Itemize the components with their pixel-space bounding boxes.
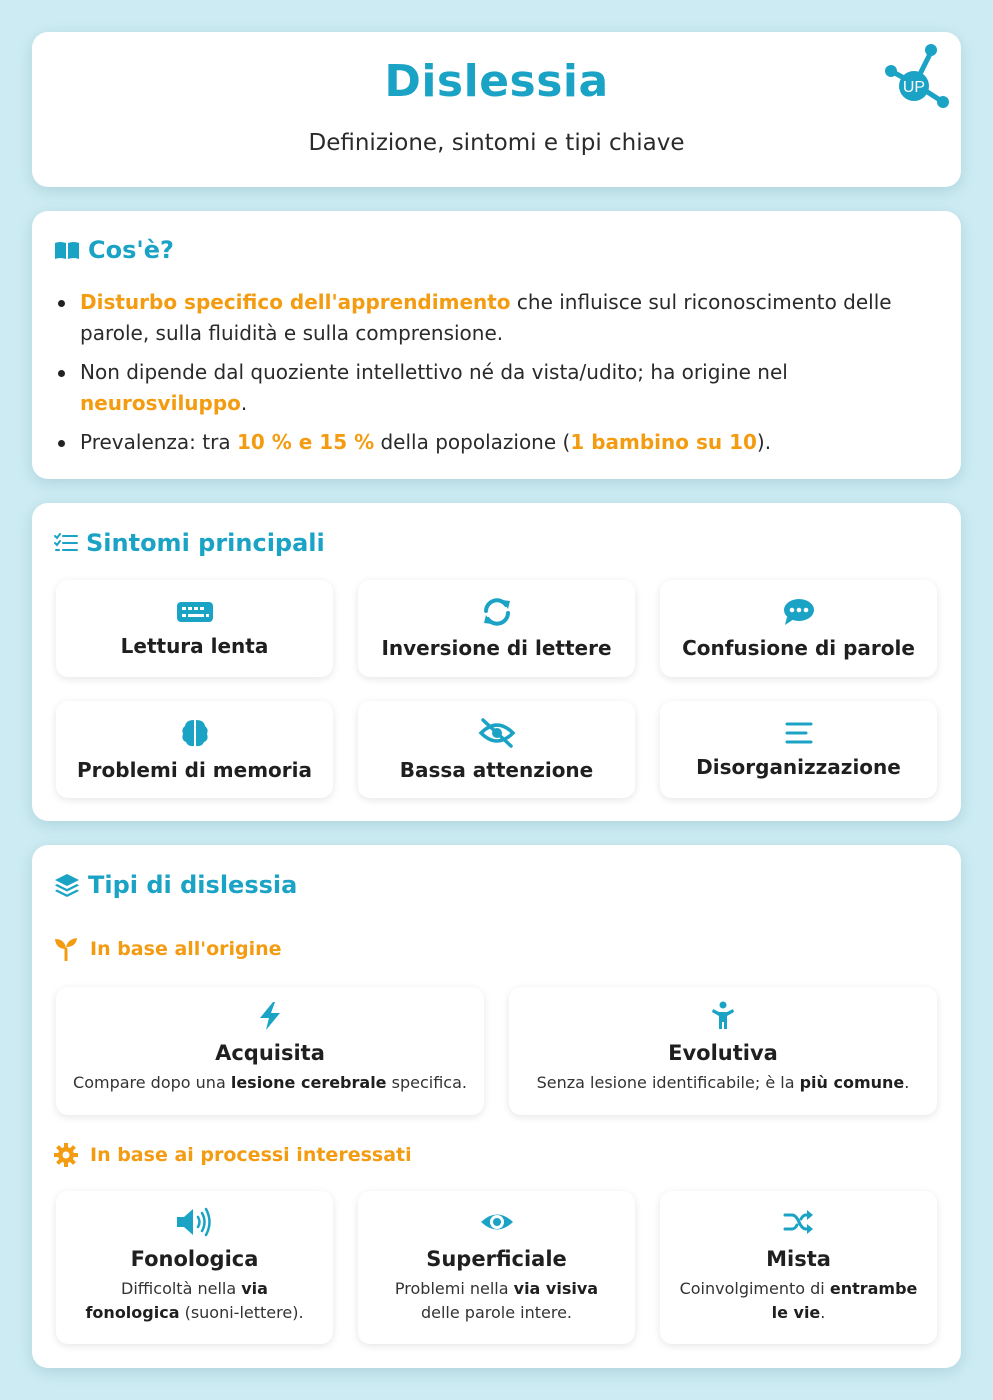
volume-icon	[175, 1207, 215, 1237]
origin-subheading	[54, 937, 282, 961]
symptom-card	[358, 701, 635, 798]
type-description: Problemi nella via visiva delle parole intere.	[394, 1279, 599, 1322]
comment-dots-icon	[783, 598, 815, 626]
type-card-acquisita	[56, 987, 484, 1115]
symptom-label: Confusione di parole	[682, 635, 915, 660]
symptom-card	[56, 580, 333, 677]
types-heading	[54, 871, 297, 899]
type-description: Difficoltà nella via fonologica (suoni-lettere).	[85, 1279, 304, 1322]
book-open-icon	[54, 240, 80, 260]
symptom-card	[358, 580, 635, 677]
eye-slash-icon	[478, 718, 516, 748]
type-card-superficiale	[358, 1191, 635, 1344]
keyboard-icon	[176, 600, 214, 624]
type-card-evolutiva	[509, 987, 937, 1115]
list-item: Prevalenza: tra 10 % e 15 % della popolazione (1 bambino su 10).	[80, 427, 901, 458]
origin-heading: In base all'origine	[90, 938, 282, 960]
list-item: Non dipende dal quoziente intellettivo né da vista/udito; ha origine nel neurosviluppo.	[80, 357, 901, 419]
symptoms-heading	[54, 529, 325, 557]
definition-list	[80, 287, 901, 466]
logo-text: UP	[902, 79, 926, 96]
symptom-card	[660, 580, 937, 677]
list-check-icon	[54, 533, 78, 553]
brain-icon	[180, 718, 210, 748]
type-name: Fonologica	[130, 1247, 259, 1271]
list-item: Disturbo specifico dell'apprendimento che influisce sul riconoscimento delle parole, sulla fluidità e sulla comprensione.	[80, 287, 901, 349]
symptoms-title: Sintomi principali	[86, 529, 325, 557]
type-description: Senza lesione identificabile; è la più comune.	[536, 1073, 910, 1092]
symptom-label: Problemi di memoria	[77, 757, 312, 782]
symptom-card	[56, 701, 333, 798]
process-subheading	[54, 1143, 412, 1167]
types-card	[32, 845, 961, 1368]
type-name: Superficiale	[426, 1247, 567, 1271]
bars-icon	[784, 721, 814, 745]
symptom-label: Disorganizzazione	[696, 754, 901, 779]
header-card	[32, 32, 961, 187]
type-description: Compare dopo una lesione cerebrale specifica.	[73, 1073, 467, 1092]
symptom-card	[660, 701, 937, 798]
gear-icon	[54, 1143, 78, 1167]
definition-title: Cos'è?	[88, 236, 174, 264]
shuffle-icon	[783, 1207, 815, 1237]
bolt-icon	[257, 1001, 283, 1031]
definition-heading	[54, 236, 174, 264]
eye-icon	[479, 1207, 515, 1237]
type-name: Acquisita	[215, 1041, 325, 1065]
type-description: Coinvolgimento di entrambe le vie.	[679, 1279, 918, 1322]
sync-icon	[482, 598, 512, 626]
symptoms-grid	[56, 580, 937, 798]
process-heading: In base ai processi interessati	[90, 1144, 412, 1166]
symptom-label: Bassa attenzione	[399, 757, 594, 782]
symptoms-card	[32, 503, 961, 821]
type-card-mista	[660, 1191, 937, 1344]
symptom-label: Lettura lenta	[120, 633, 269, 658]
child-icon	[710, 1001, 736, 1031]
page-title: Dislessia	[384, 56, 609, 107]
seedling-icon	[54, 937, 78, 961]
page-subtitle: Definizione, sintomi e tipi chiave	[308, 130, 685, 156]
type-name: Mista	[766, 1247, 831, 1271]
up-logo	[881, 40, 953, 112]
definition-card	[32, 211, 961, 479]
types-title: Tipi di dislessia	[88, 871, 298, 899]
type-name: Evolutiva	[668, 1041, 778, 1065]
layer-group-icon	[54, 873, 80, 897]
type-card-fonologica	[56, 1191, 333, 1344]
symptom-label: Inversione di lettere	[381, 635, 612, 660]
